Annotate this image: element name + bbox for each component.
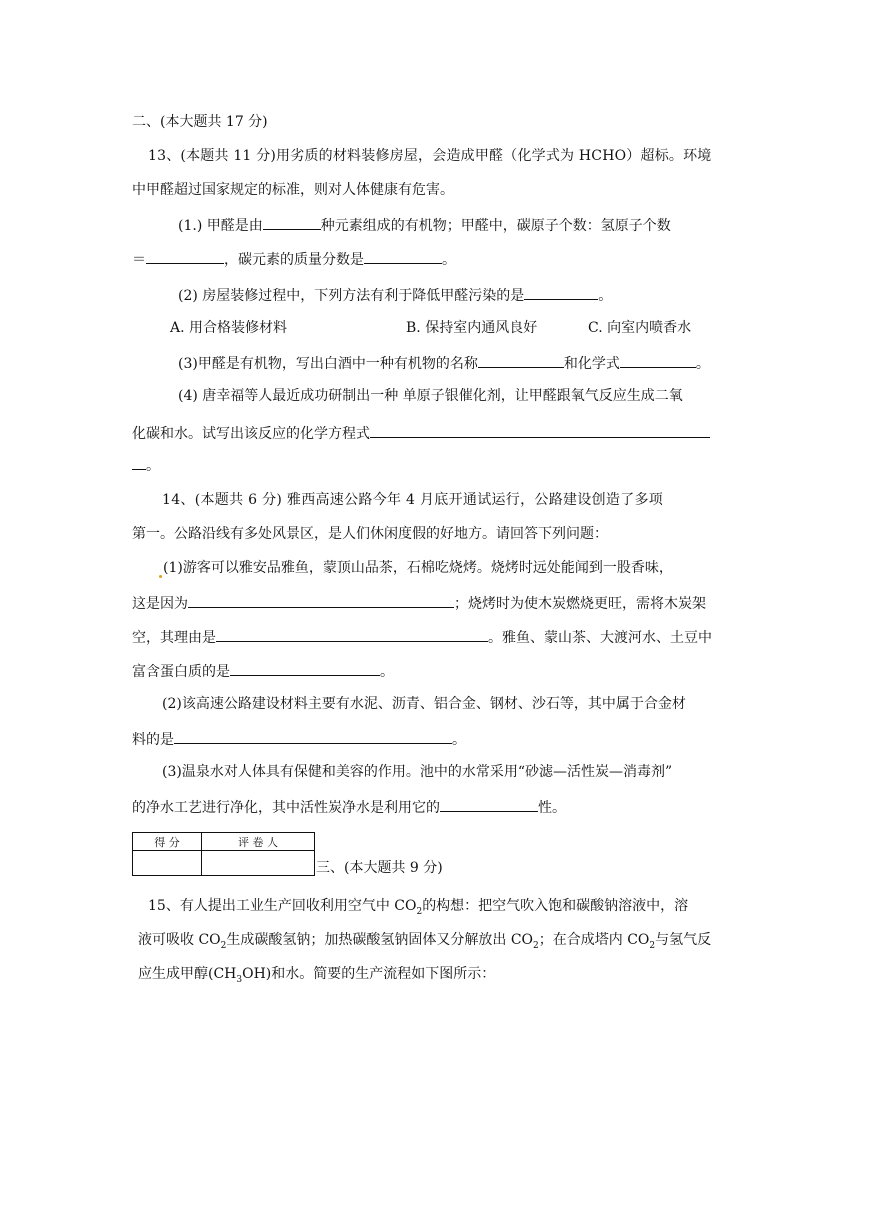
q13-part3-text: (3)甲醛是有机物，写出白酒中一种有机物的名称 — [178, 356, 478, 372]
score-table — [132, 832, 315, 876]
q14-part1-text: ；烧烤时为使木炭燃烧更旺，需将木炭架 — [454, 596, 706, 612]
q14-part2-line2 — [132, 728, 466, 750]
q15-text: 的构想：把空气吹入饱和碳酸钠溶液中，溶 — [422, 898, 689, 914]
q13-stem-line2: 中甲醛超过国家规定的标准，则对人体健康有危害。 — [132, 182, 454, 198]
q15-line1 — [148, 896, 688, 922]
subscript: 3 — [236, 974, 243, 985]
q14-part2-text: 料的是 — [132, 732, 174, 748]
q15-text: 液可吸收 CO — [138, 932, 221, 948]
q13-part1-text: 。 — [442, 252, 456, 268]
q14-part1-text: (1)游客可以雅安品雅鱼，蒙顶山品茶，石棉吃烧烤。烧烤时远处能闻到一股香味， — [163, 560, 673, 576]
subscript: 2 — [533, 940, 539, 951]
q13-part1-line2 — [132, 248, 456, 270]
option-c[interactable]: C. 向室内喷香水 — [588, 320, 692, 336]
answer-blank[interactable] — [146, 248, 224, 264]
q15-text: ；在合成塔内 CO — [538, 932, 650, 948]
q14-part1-line1 — [158, 558, 673, 578]
subscript: 2 — [220, 940, 227, 951]
q14-part1-text: 富含蛋白质的是 — [132, 664, 230, 680]
answer-blank[interactable] — [440, 796, 538, 812]
q13-part1-text: (1.) 甲醛是由 — [178, 218, 263, 234]
answer-blank[interactable] — [216, 626, 488, 642]
q14-stem-line1: 14、(本题共 6 分) 雅西高速公路今年 4 月底开通试运行，公路建设创造了多项 — [162, 492, 664, 508]
q13-part2-text: (2) 房屋装修过程中，下列方法有利于降低甲醛污染的是 — [178, 288, 525, 304]
answer-blank[interactable] — [188, 592, 454, 608]
option-a[interactable]: A. 用合格装修材料 — [170, 320, 288, 336]
q14-part3-text: 的净水工艺进行净化，其中活性炭净水是利用它的 — [132, 800, 440, 816]
q15-line3 — [138, 964, 495, 990]
answer-blank[interactable] — [370, 422, 710, 438]
q13-part3 — [178, 352, 710, 374]
grader-header: 评 卷 人 — [202, 833, 315, 851]
q14-part1-text: 空，其理由是 — [132, 630, 216, 646]
q13-part3-text: 。 — [695, 356, 710, 372]
q13-part1-text: ，碳元素的质量分数是 — [224, 252, 364, 268]
q14-part2-line1: (2)该高速公路建设材料主要有水泥、沥青、铝合金、钢材、沙石等，其中属于合金材 — [162, 696, 686, 712]
q13-stem-line1: 13、(本题共 11 分)用劣质的材料装修房屋，会造成甲醛（化学式为 HCHO）超标。环境 — [148, 148, 712, 164]
q15-text: 15、有人提出工业生产回收利用空气中 CO — [148, 898, 417, 914]
q14-part1-text: 。 — [380, 664, 394, 680]
q15-text: OH)和水。简要的生产流程如下图所示： — [242, 966, 496, 982]
q14-part1-line2 — [132, 592, 706, 614]
answer-blank[interactable] — [230, 660, 380, 676]
mark-dot — [159, 575, 162, 578]
q13-part3-text: 和化学式 — [563, 356, 620, 372]
subscript: 2 — [649, 940, 656, 951]
answer-blank[interactable] — [364, 248, 442, 264]
section-heading: 二、(本大题共 17 分) — [132, 114, 268, 130]
q13-part2-text: 。 — [598, 288, 613, 304]
q13-part4-line2 — [132, 422, 710, 444]
score-cell[interactable] — [133, 851, 202, 876]
q13-part4-text: 。 — [146, 458, 160, 474]
q14-part1-text: 。雅鱼、蒙山茶、大渡河水、土豆中 — [488, 630, 712, 646]
q15-text: 与氢气反 — [655, 932, 712, 948]
option-b[interactable]: B. 保持室内通风良好 — [406, 320, 538, 336]
q13-part1-line1 — [178, 214, 671, 236]
answer-blank[interactable] — [174, 728, 452, 744]
section-heading: 三、(本大题共 9 分) — [316, 860, 443, 876]
q13-part4-text: 化碳和水。试写出该反应的化学方程式 — [132, 426, 370, 442]
q13-part4-line1: (4) 唐幸福等人最近成功研制出一种 单原子银催化剂，让甲醛跟氧气反应生成二氧 — [178, 388, 683, 404]
q13-part2 — [178, 284, 612, 306]
q14-part1-line3 — [132, 626, 712, 648]
q14-part3-line1: (3)温泉水对人体具有保健和美容的作用。池中的水常采用“砂滤—活性炭—消毒剂” — [162, 764, 673, 780]
answer-blank[interactable] — [478, 352, 564, 368]
answer-blank[interactable] — [132, 454, 146, 470]
q13-part1-text: 种元素组成的有机物；甲醛中，碳原子个数：氢原子个数 — [320, 218, 671, 234]
q13-part4-line3 — [132, 454, 160, 476]
q14-stem-line2: 第一。公路沿线有多处风景区，是人们休闲度假的好地方。请回答下列问题： — [132, 526, 608, 542]
answer-blank[interactable] — [620, 352, 696, 368]
answer-blank[interactable] — [263, 214, 321, 230]
subscript: 2 — [416, 906, 423, 917]
q14-part1-text: 这是因为 — [132, 596, 188, 612]
q14-part3-text: 性。 — [538, 800, 566, 816]
q15-text: 生成碳酸氢钠；加热碳酸氢钠固体又分解放出 CO — [226, 932, 534, 948]
q14-part1-line4 — [132, 660, 394, 682]
grader-cell[interactable] — [202, 851, 315, 876]
q15-line2 — [138, 930, 711, 956]
score-header: 得 分 — [133, 833, 202, 851]
q14-part2-text: 。 — [452, 732, 466, 748]
answer-blank[interactable] — [524, 284, 598, 300]
q13-part1-text: ＝ — [132, 252, 146, 268]
q14-part3-line2 — [132, 796, 566, 818]
q15-text: 应生成甲醇(CH — [138, 966, 237, 982]
